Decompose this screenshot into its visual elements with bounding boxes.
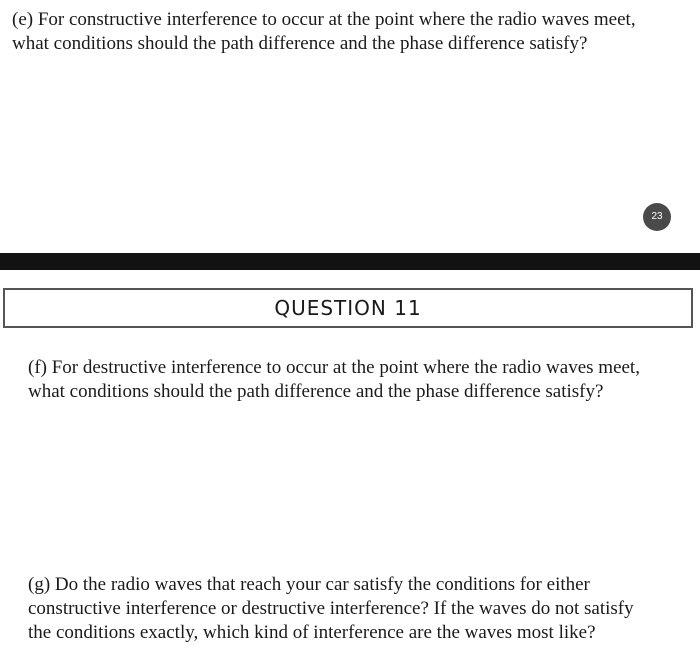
question-e-line-2: what conditions should the path difference and the phase difference satisfy? <box>12 33 588 54</box>
question-e-line-1: (e) For constructive interference to occur at the point where the radio waves meet, <box>12 9 636 30</box>
question-g-text <box>28 573 694 645</box>
question-g-line-2: constructive interference or destructive interference? If the waves do not satisfy <box>28 598 634 619</box>
question-f-line-1: (f) For destructive interference to occur at the point where the radio waves meet, <box>28 357 640 378</box>
question-e-text <box>12 8 692 56</box>
question-g-line-1: (g) Do the radio waves that reach your car satisfy the conditions for either <box>28 574 590 595</box>
section-divider <box>0 253 700 270</box>
page-number-badge: 23 <box>643 203 671 231</box>
question-f-text <box>28 356 694 404</box>
question-f-line-2: what conditions should the path difference and the phase difference satisfy? <box>28 381 604 402</box>
question-g-line-3: the conditions exactly, which kind of interference are the waves most like? <box>28 622 596 643</box>
question-header: QUESTION 11 <box>3 288 693 328</box>
